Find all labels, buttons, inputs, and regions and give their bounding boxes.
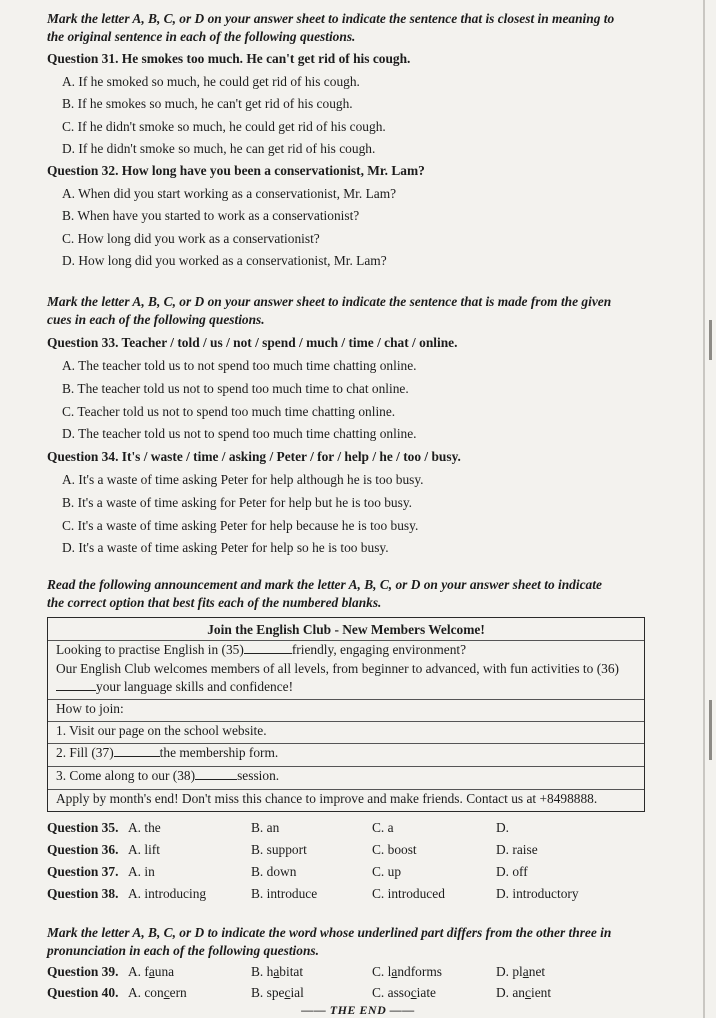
step3-start: 3. Come along to our (38) <box>56 768 196 783</box>
q39-option-b <box>251 964 303 980</box>
q33-option-a: A. The teacher told us to not spend too much time chatting online. <box>62 358 417 373</box>
line1-start: Looking to practise English in (35) <box>56 642 244 657</box>
step2-start: 2. Fill (37) <box>56 745 114 760</box>
page-edge-line <box>703 0 705 1018</box>
q34-option-c: C. It's a waste of time asking Peter for help because he is too busy. <box>62 518 419 533</box>
text: ern <box>169 985 187 1000</box>
blank-38 <box>195 767 237 780</box>
q38-option-d: D. introductory <box>496 886 579 901</box>
q39-option-d <box>496 964 545 980</box>
text: iate <box>416 985 436 1000</box>
q32-option-a: A. When did you start working as a conservationist, Mr. Lam? <box>62 186 397 201</box>
answer-row-label: Question 38. <box>47 886 119 901</box>
text: net <box>528 964 546 979</box>
section3-instruction-1: Read the following announcement and mark the letter A, B, C, or D on your answer sheet to indicate <box>47 577 602 592</box>
q34-option-b: B. It's a waste of time asking for Peter for help but he is too busy. <box>62 495 413 510</box>
section1-instruction-1: Mark the letter A, B, C, or D on your answer sheet to indicate the sentence that is closest in meaning to <box>47 11 615 26</box>
section4-instruction-2: pronunciation in each of the following questions. <box>47 943 319 958</box>
line3-text: your language skills and confidence! <box>96 679 294 694</box>
q33-option-d: D. The teacher told us not to spend too much time chatting online. <box>62 426 417 441</box>
q33-option-b: B. The teacher told us not to spend too much time to chat online. <box>62 381 409 396</box>
announcement-closing: Apply by month's end! Don't miss this chance to improve and make friends. Contact us at +8498888. <box>48 789 644 807</box>
underlined-letter: c <box>284 985 291 1000</box>
section2-instruction-2: cues in each of the following questions. <box>47 312 265 327</box>
q34-option-d: D. It's a waste of time asking Peter for help so he is too busy. <box>62 540 389 555</box>
text: B. spe <box>251 985 285 1000</box>
q36-option-d: D. raise <box>496 842 538 857</box>
announcement-line-1 <box>48 640 644 658</box>
q36-option-c: C. boost <box>372 842 417 857</box>
step-3 <box>48 766 644 784</box>
text: D. pl <box>496 964 523 979</box>
section1-instruction-2: the original sentence in each of the following questions. <box>47 29 356 44</box>
q40-option-c <box>372 985 436 1001</box>
text: bitat <box>279 964 304 979</box>
q37-option-b: B. down <box>251 864 297 879</box>
how-to-join: How to join: <box>48 699 644 717</box>
q34-option-a: A. It's a waste of time asking Peter for help although he is too busy. <box>62 472 424 487</box>
q40-option-a <box>128 985 187 1001</box>
q31-option-a: A. If he smoked so much, he could get rid of his cough. <box>62 74 360 89</box>
text: una <box>154 964 175 979</box>
q35-option-d: D. <box>496 820 510 835</box>
question-33: Question 33. Teacher / told / us / not / spend / much / time / chat / online. <box>47 335 458 350</box>
text: A. f <box>128 964 149 979</box>
text: C. l <box>372 964 392 979</box>
announcement-box <box>47 617 645 812</box>
blank-35 <box>244 641 292 654</box>
q39-option-c <box>372 964 442 980</box>
blank-37 <box>114 744 160 757</box>
answer-row-label: Question 37. <box>47 864 119 879</box>
text: D. an <box>496 985 526 1000</box>
q39-option-a <box>128 964 174 980</box>
text: ial <box>290 985 304 1000</box>
text: ndforms <box>397 964 442 979</box>
announcement-line-2: Our English Club welcomes members of all levels, from beginner to advanced, with fun activities to (36) <box>56 661 620 676</box>
underlined-letter: a <box>391 964 398 979</box>
step-2 <box>48 743 644 761</box>
question-39: Question 39. <box>47 964 119 979</box>
q36-option-a: A. lift <box>128 842 160 857</box>
q38-option-c: C. introduced <box>372 886 445 901</box>
q32-option-d: D. How long did you worked as a conservationist, Mr. Lam? <box>62 253 387 268</box>
q37-option-d: D. off <box>496 864 528 879</box>
step3-end: session. <box>237 768 280 783</box>
q38-option-a: A. introducing <box>128 886 207 901</box>
text: ient <box>530 985 552 1000</box>
q38-option-b: B. introduce <box>251 886 318 901</box>
underlined-letter: a <box>522 964 529 979</box>
underlined-letter: c <box>525 985 531 1000</box>
question-31: Question 31. He smokes too much. He can't get rid of his cough. <box>47 51 411 66</box>
underlined-letter: a <box>148 964 155 979</box>
q36-option-b: B. support <box>251 842 307 857</box>
underlined-letter: c <box>163 985 170 1000</box>
step-1: 1. Visit our page on the school website. <box>48 721 644 739</box>
answer-row-label: Question 35. <box>47 820 119 835</box>
q35-option-b: B. an <box>251 820 280 835</box>
q37-option-c: C. up <box>372 864 402 879</box>
line1-end: friendly, engaging environment? <box>291 642 467 657</box>
question-34: Question 34. It's / waste / time / asking / Peter / for / help / he / too / busy. <box>47 449 461 464</box>
question-32: Question 32. How long have you been a conservationist, Mr. Lam? <box>47 163 425 178</box>
q32-option-b: B. When have you started to work as a conservationist? <box>62 208 360 223</box>
q31-option-b: B. If he smokes so much, he can't get rid of his cough. <box>62 96 353 111</box>
text: A. con <box>128 985 164 1000</box>
blank-36 <box>56 678 96 691</box>
edge-mark <box>709 320 712 360</box>
question-40: Question 40. <box>47 985 119 1000</box>
announcement-title: Join the English Club - New Members Welcome! <box>207 622 485 637</box>
q37-option-a: A. in <box>128 864 155 879</box>
announcement-line-3 <box>48 678 644 695</box>
q31-option-d: D. If he didn't smoke so much, he can get rid of his cough. <box>62 141 376 156</box>
q33-option-c: C. Teacher told us not to spend too much time chatting online. <box>62 404 396 419</box>
edge-mark <box>709 700 712 760</box>
underlined-letter: a <box>273 964 280 979</box>
section4-instruction-1: Mark the letter A, B, C, or D to indicate the word whose underlined part differs from the other three in <box>47 925 612 940</box>
step2-end: the membership form. <box>159 745 279 760</box>
section3-instruction-2: the correct option that best fits each of the numbered blanks. <box>47 595 382 610</box>
q32-option-c: C. How long did you work as a conservationist? <box>62 231 320 246</box>
underlined-letter: c <box>410 985 417 1000</box>
q31-option-c: C. If he didn't smoke so much, he could get rid of his cough. <box>62 119 386 134</box>
text: C. asso <box>372 985 411 1000</box>
q35-option-c: C. a <box>372 820 394 835</box>
section2-instruction-1: Mark the letter A, B, C, or D on your answer sheet to indicate the sentence that is made from the given <box>47 294 612 309</box>
text: B. h <box>251 964 274 979</box>
the-end-footer: —— THE END —— <box>301 1003 415 1017</box>
q40-option-d <box>496 985 551 1001</box>
answer-row-label: Question 36. <box>47 842 119 857</box>
q40-option-b <box>251 985 304 1001</box>
q35-option-a: A. the <box>128 820 161 835</box>
